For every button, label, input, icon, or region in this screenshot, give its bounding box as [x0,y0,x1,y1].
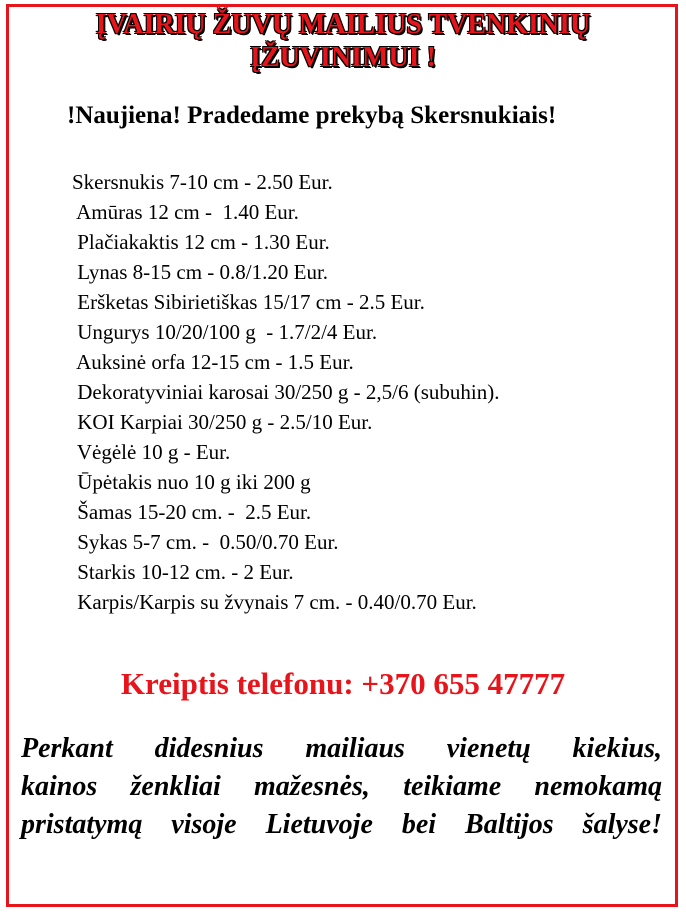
price-item: Auksinė orfa 12-15 cm - 1.5 Eur. [72,350,354,374]
page-title [0,8,686,74]
price-item: Lynas 8-15 cm - 0.8/1.20 Eur. [72,260,329,284]
price-list [72,167,500,617]
price-item: Šamas 15-20 cm. - 2.5 Eur. [72,500,312,524]
title-line-1: ĮVAIRIŲ ŽUVŲ MAILIUS TVENKINIŲ [95,9,591,40]
price-item: Plačiakaktis 12 cm - 1.30 Eur. [72,230,330,254]
contact-phone: Kreiptis telefonu: +370 655 47777 [120,666,566,701]
price-item: Karpis/Karpis su žvynais 7 cm. - 0.40/0.70 Eur. [72,590,477,614]
price-item: Starkis 10-12 cm. - 2 Eur. [72,560,294,584]
note-line-1: Perkant didesnius mailiaus vienetų kiekius, [21,733,662,764]
price-item: Amūras 12 cm - 1.40 Eur. [72,200,299,224]
title-line-2: ĮŽUVINIMUI ! [250,42,436,73]
price-item: Dekoratyviniai karosai 30/250 g - 2,5/6 (subuhin). [72,380,500,404]
price-item: KOI Karpiai 30/250 g - 2.5/10 Eur. [72,410,373,434]
price-item: Ūpėtakis nuo 10 g iki 200 g [72,470,311,494]
news-headline: !Naujiena! Pradedame prekybą Skersnukiais! [67,102,557,129]
price-item: Ungurys 10/20/100 g - 1.7/2/4 Eur. [72,320,378,344]
delivery-note [21,730,662,844]
price-item: Eršketas Sibirietiškas 15/17 cm - 2.5 Eur. [72,290,425,314]
note-line-2: kainos ženkliai mažesnės, teikiame nemokamą [21,771,662,802]
note-line-3: pristatymą visoje Lietuvoje bei Baltijos šalyse! [21,809,662,840]
price-item: Vėgėlė 10 g - Eur. [72,440,231,464]
price-item: Sykas 5-7 cm. - 0.50/0.70 Eur. [72,530,339,554]
price-item: Skersnukis 7-10 cm - 2.50 Eur. [72,170,333,194]
